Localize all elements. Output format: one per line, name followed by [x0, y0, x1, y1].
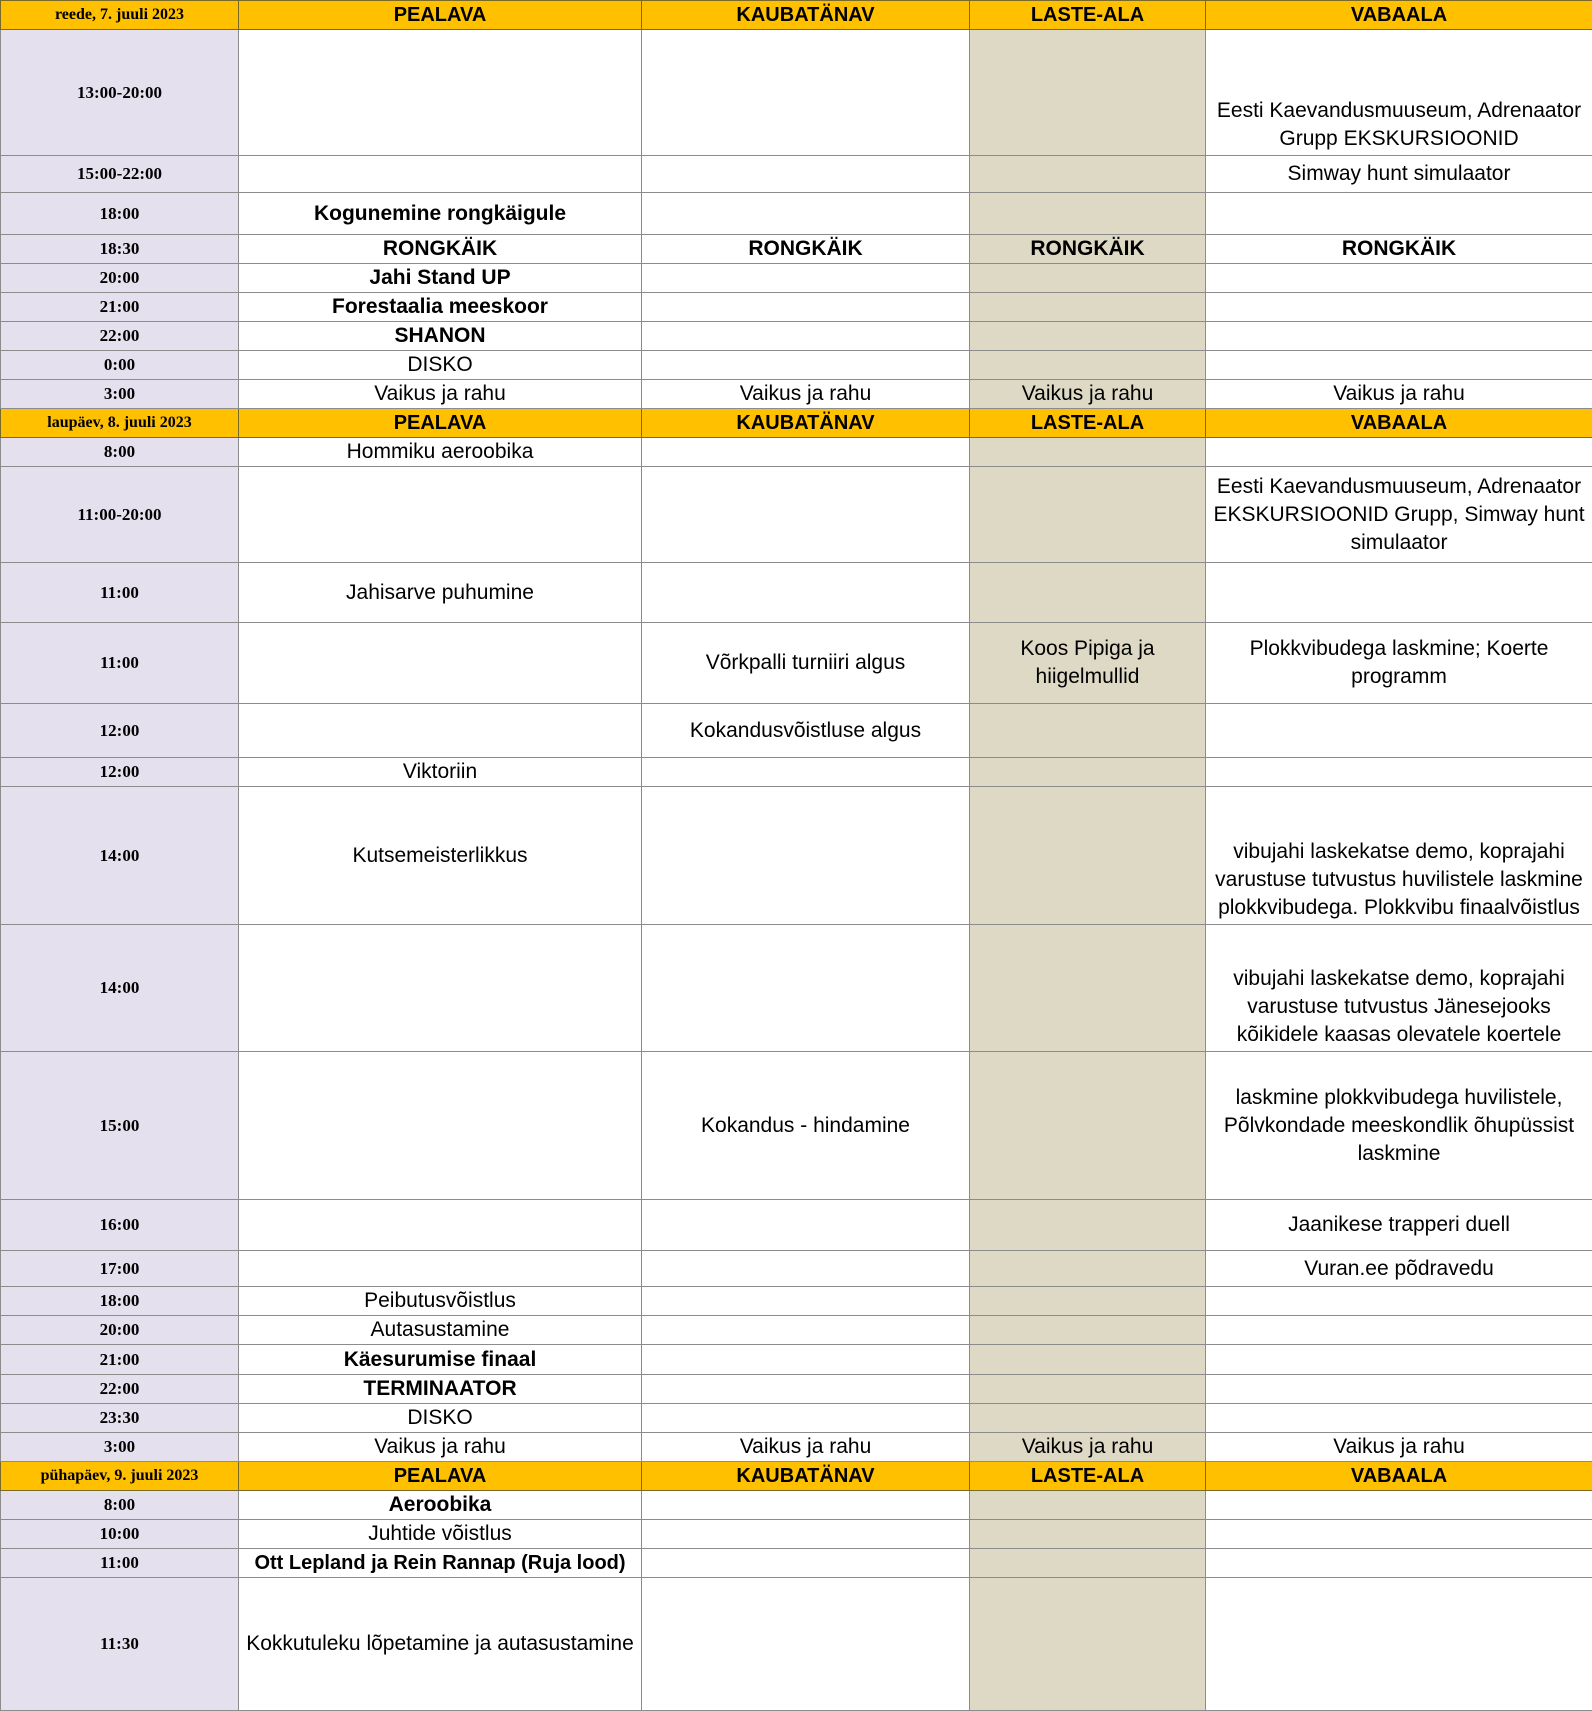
vabaala-cell: Jaanikese trapperi duell [1206, 1200, 1592, 1251]
laste-ala-cell [970, 787, 1206, 925]
pealava-cell: Hommiku aeroobika [239, 438, 642, 467]
pealava-cell: Peibutusvõistlus [239, 1287, 642, 1316]
kaubatanav-cell [642, 1200, 970, 1251]
stage-header-pealava: PEALAVA [239, 409, 642, 438]
laste-ala-cell [970, 1345, 1206, 1375]
stage-header-kaubatanav: KAUBATÄNAV [642, 1462, 970, 1491]
time-cell: 11:00-20:00 [1, 467, 239, 563]
laste-ala-cell [970, 1287, 1206, 1316]
schedule-row [1, 1578, 1592, 1711]
vabaala-cell [1206, 1316, 1592, 1345]
kaubatanav-cell [642, 351, 970, 380]
laste-ala-cell [970, 438, 1206, 467]
schedule-row [1, 1052, 1592, 1200]
time-cell: 3:00 [1, 1433, 239, 1462]
time-cell: 15:00 [1, 1052, 239, 1200]
laste-ala-cell [970, 1578, 1206, 1711]
laste-ala-cell [970, 264, 1206, 293]
kaubatanav-cell [642, 563, 970, 623]
vabaala-cell [1206, 1491, 1592, 1520]
vabaala-cell: vibujahi laskekatse demo, koprajahi varustuse tutvustus Jänesejooks kõikidele kaasas olevatele koertele [1206, 925, 1592, 1052]
time-cell: 22:00 [1, 1375, 239, 1404]
schedule-row [1, 1287, 1592, 1316]
laste-ala-cell [970, 1200, 1206, 1251]
schedule-row [1, 1200, 1592, 1251]
laste-ala-cell: Vaikus ja rahu [970, 1433, 1206, 1462]
day-date: reede, 7. juuli 2023 [1, 1, 239, 30]
vabaala-cell [1206, 293, 1592, 322]
laste-ala-cell [970, 925, 1206, 1052]
vabaala-cell [1206, 1404, 1592, 1433]
day-date: laupäev, 8. juuli 2023 [1, 409, 239, 438]
kaubatanav-cell [642, 1578, 970, 1711]
time-cell: 17:00 [1, 1251, 239, 1287]
kaubatanav-cell [642, 925, 970, 1052]
schedule-row [1, 1549, 1592, 1578]
kaubatanav-cell [642, 1549, 970, 1578]
laste-ala-cell [970, 1491, 1206, 1520]
pealava-cell: DISKO [239, 351, 642, 380]
schedule-row [1, 467, 1592, 563]
vabaala-cell: Vaikus ja rahu [1206, 380, 1592, 409]
pealava-cell: Jahi Stand UP [239, 264, 642, 293]
kaubatanav-cell: Võrkpalli turniiri algus [642, 623, 970, 704]
laste-ala-cell [970, 293, 1206, 322]
laste-ala-cell [970, 563, 1206, 623]
vabaala-cell [1206, 758, 1592, 787]
vabaala-cell [1206, 322, 1592, 351]
kaubatanav-cell: Kokandusvõistluse algus [642, 704, 970, 758]
time-cell: 21:00 [1, 1345, 239, 1375]
kaubatanav-cell [642, 1316, 970, 1345]
pealava-cell: Autasustamine [239, 1316, 642, 1345]
schedule-row [1, 758, 1592, 787]
kaubatanav-cell [642, 30, 970, 156]
time-cell: 3:00 [1, 380, 239, 409]
kaubatanav-cell [642, 322, 970, 351]
kaubatanav-cell [642, 1491, 970, 1520]
schedule-row [1, 925, 1592, 1052]
pealava-cell: RONGKÄIK [239, 235, 642, 264]
laste-ala-cell [970, 1404, 1206, 1433]
laste-ala-cell [970, 322, 1206, 351]
laste-ala-cell [970, 30, 1206, 156]
kaubatanav-cell [642, 156, 970, 193]
stage-header-kaubatanav: KAUBATÄNAV [642, 409, 970, 438]
pealava-cell: Jahisarve puhumine [239, 563, 642, 623]
kaubatanav-cell [642, 1287, 970, 1316]
time-cell: 8:00 [1, 1491, 239, 1520]
pealava-cell: SHANON [239, 322, 642, 351]
pealava-cell: Viktoriin [239, 758, 642, 787]
pealava-cell [239, 467, 642, 563]
kaubatanav-cell [642, 1345, 970, 1375]
day-header [1, 1462, 1592, 1491]
kaubatanav-cell [642, 1375, 970, 1404]
schedule-row [1, 1375, 1592, 1404]
time-cell: 16:00 [1, 1200, 239, 1251]
stage-header-vabaala: VABAALA [1206, 1, 1592, 30]
vabaala-cell [1206, 563, 1592, 623]
kaubatanav-cell: Vaikus ja rahu [642, 380, 970, 409]
laste-ala-cell: Vaikus ja rahu [970, 380, 1206, 409]
stage-header-laste-ala: LASTE-ALA [970, 1462, 1206, 1491]
schedule-row [1, 1491, 1592, 1520]
kaubatanav-cell [642, 1520, 970, 1549]
kaubatanav-cell [642, 193, 970, 235]
day-header [1, 1, 1592, 30]
time-cell: 11:00 [1, 1549, 239, 1578]
schedule-row [1, 1316, 1592, 1345]
laste-ala-cell [970, 467, 1206, 563]
time-cell: 21:00 [1, 293, 239, 322]
laste-ala-cell [970, 704, 1206, 758]
time-cell: 14:00 [1, 925, 239, 1052]
stage-header-pealava: PEALAVA [239, 1462, 642, 1491]
time-cell: 15:00-22:00 [1, 156, 239, 193]
stage-header-pealava: PEALAVA [239, 1, 642, 30]
schedule-row [1, 1345, 1592, 1375]
kaubatanav-cell [642, 264, 970, 293]
stage-header-laste-ala: LASTE-ALA [970, 409, 1206, 438]
schedule-row [1, 380, 1592, 409]
time-cell: 20:00 [1, 1316, 239, 1345]
vabaala-cell [1206, 1520, 1592, 1549]
pealava-cell: Kogunemine rongkäigule [239, 193, 642, 235]
schedule-row [1, 1251, 1592, 1287]
schedule-row [1, 193, 1592, 235]
pealava-cell [239, 1251, 642, 1287]
vabaala-cell [1206, 1375, 1592, 1404]
pealava-cell [239, 623, 642, 704]
schedule-row [1, 351, 1592, 380]
vabaala-cell: Eesti Kaevandusmuuseum, Adrenaator EKSKURSIOONID Grupp, Simway hunt simulaator [1206, 467, 1592, 563]
vabaala-cell [1206, 264, 1592, 293]
time-cell: 22:00 [1, 322, 239, 351]
schedule-row [1, 563, 1592, 623]
vabaala-cell: Eesti Kaevandusmuuseum, Adrenaator Grupp EKSKURSIOONID [1206, 30, 1592, 156]
time-cell: 13:00-20:00 [1, 30, 239, 156]
time-cell: 18:00 [1, 1287, 239, 1316]
time-cell: 23:30 [1, 1404, 239, 1433]
kaubatanav-cell [642, 1251, 970, 1287]
kaubatanav-cell [642, 293, 970, 322]
vabaala-cell: Vuran.ee põdravedu [1206, 1251, 1592, 1287]
laste-ala-cell [970, 156, 1206, 193]
schedule-row [1, 156, 1592, 193]
laste-ala-cell: RONGKÄIK [970, 235, 1206, 264]
vabaala-cell: laskmine plokkvibudega huvilistele, Põlvkondade meeskondlik õhupüssist laskmine [1206, 1052, 1592, 1200]
laste-ala-cell [970, 1375, 1206, 1404]
schedule-row [1, 787, 1592, 925]
vabaala-cell [1206, 1287, 1592, 1316]
time-cell: 10:00 [1, 1520, 239, 1549]
pealava-cell: Kutsemeisterlikkus [239, 787, 642, 925]
pealava-cell [239, 1200, 642, 1251]
schedule-row [1, 1404, 1592, 1433]
time-cell: 12:00 [1, 758, 239, 787]
pealava-cell: Aeroobika [239, 1491, 642, 1520]
kaubatanav-cell: RONGKÄIK [642, 235, 970, 264]
time-cell: 14:00 [1, 787, 239, 925]
kaubatanav-cell [642, 438, 970, 467]
laste-ala-cell [970, 1316, 1206, 1345]
vabaala-cell [1206, 438, 1592, 467]
kaubatanav-cell [642, 787, 970, 925]
pealava-cell: DISKO [239, 1404, 642, 1433]
pealava-cell: Juhtide võistlus [239, 1520, 642, 1549]
vabaala-cell [1206, 1578, 1592, 1711]
schedule-row [1, 1433, 1592, 1462]
schedule-row [1, 293, 1592, 322]
kaubatanav-cell: Kokandus - hindamine [642, 1052, 970, 1200]
schedule-row [1, 264, 1592, 293]
pealava-cell [239, 1052, 642, 1200]
kaubatanav-cell [642, 467, 970, 563]
time-cell: 8:00 [1, 438, 239, 467]
vabaala-cell: Plokkvibudega laskmine; Koerte programm [1206, 623, 1592, 704]
time-cell: 18:30 [1, 235, 239, 264]
kaubatanav-cell: Vaikus ja rahu [642, 1433, 970, 1462]
time-cell: 0:00 [1, 351, 239, 380]
schedule-row [1, 1520, 1592, 1549]
time-cell: 18:00 [1, 193, 239, 235]
laste-ala-cell: Koos Pipiga ja hiigelmullid [970, 623, 1206, 704]
vabaala-cell: Vaikus ja rahu [1206, 1433, 1592, 1462]
vabaala-cell [1206, 193, 1592, 235]
schedule-row [1, 438, 1592, 467]
kaubatanav-cell [642, 1404, 970, 1433]
pealava-cell [239, 156, 642, 193]
time-cell: 12:00 [1, 704, 239, 758]
vabaala-cell [1206, 351, 1592, 380]
pealava-cell: Käesurumise finaal [239, 1345, 642, 1375]
schedule-row [1, 30, 1592, 156]
laste-ala-cell [970, 758, 1206, 787]
stage-header-kaubatanav: KAUBATÄNAV [642, 1, 970, 30]
day-header [1, 409, 1592, 438]
vabaala-cell [1206, 1345, 1592, 1375]
vabaala-cell: Simway hunt simulaator [1206, 156, 1592, 193]
laste-ala-cell [970, 193, 1206, 235]
vabaala-cell: vibujahi laskekatse demo, koprajahi varustuse tutvustus huvilistele laskmine plokkvibudega. Plokkvibu finaalvõistlus [1206, 787, 1592, 925]
vabaala-cell: RONGKÄIK [1206, 235, 1592, 264]
pealava-cell: Forestaalia meeskoor [239, 293, 642, 322]
laste-ala-cell [970, 1251, 1206, 1287]
laste-ala-cell [970, 1549, 1206, 1578]
pealava-cell: Vaikus ja rahu [239, 1433, 642, 1462]
pealava-cell: TERMINAATOR [239, 1375, 642, 1404]
stage-header-laste-ala: LASTE-ALA [970, 1, 1206, 30]
time-cell: 20:00 [1, 264, 239, 293]
time-cell: 11:00 [1, 563, 239, 623]
vabaala-cell [1206, 1549, 1592, 1578]
schedule-row [1, 623, 1592, 704]
laste-ala-cell [970, 1520, 1206, 1549]
stage-header-vabaala: VABAALA [1206, 409, 1592, 438]
stage-header-vabaala: VABAALA [1206, 1462, 1592, 1491]
pealava-cell [239, 704, 642, 758]
schedule-row [1, 704, 1592, 758]
pealava-cell: Vaikus ja rahu [239, 380, 642, 409]
pealava-cell [239, 925, 642, 1052]
pealava-cell: Ott Lepland ja Rein Rannap (Ruja lood) [239, 1549, 642, 1578]
laste-ala-cell [970, 1052, 1206, 1200]
schedule-row [1, 235, 1592, 264]
day-date: pühapäev, 9. juuli 2023 [1, 1462, 239, 1491]
laste-ala-cell [970, 351, 1206, 380]
kaubatanav-cell [642, 758, 970, 787]
time-cell: 11:30 [1, 1578, 239, 1711]
pealava-cell [239, 30, 642, 156]
pealava-cell: Kokkutuleku lõpetamine ja autasustamine [239, 1578, 642, 1711]
schedule-row [1, 322, 1592, 351]
time-cell: 11:00 [1, 623, 239, 704]
vabaala-cell [1206, 704, 1592, 758]
